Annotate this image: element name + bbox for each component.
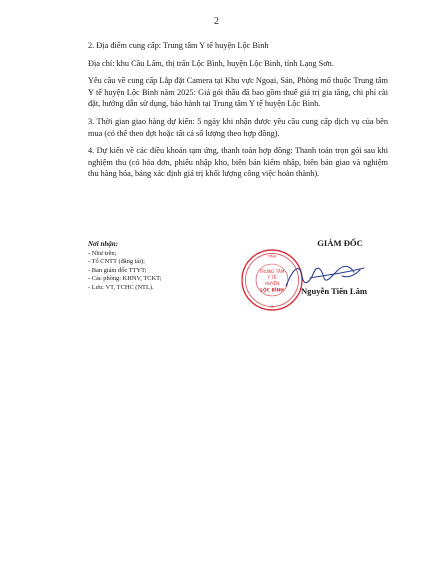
- paragraph-requirements: Yêu cầu về cung cấp Lắp đặt Camera tại Khu vực Ngoại, Sản, Phòng mổ thuộc Trung tâm Y tế huyện Lộc Bình năm 2025: Giá gói thầu đã bao gồm thuế giá trị gia tăng, chi phí cài đặt, hướng dẫn sử dụng, bảo hành tại Trung tâm Y tế huyện Lộc Bình.: [88, 76, 388, 109]
- page-number: 2: [214, 16, 219, 27]
- stamp-text-district: HUYỆN: [264, 281, 280, 286]
- recipients-block: [88, 240, 218, 293]
- recipient-item: - Ban giám đốc TTYT;: [88, 266, 147, 274]
- stamp-text-center: TRUNG TÂM: [259, 269, 285, 274]
- paragraph-delivery-location: 2. Địa điểm cung cấp: Trung tâm Y tế huyện Lộc Bình: [88, 41, 269, 50]
- recipient-item: - Lưu: VT, TCHC (NTL).: [88, 283, 154, 291]
- stamp-text-place: LỘC BÌNH: [260, 288, 284, 294]
- stamp-text-province: TỈNH: [267, 254, 277, 259]
- recipients-list: [88, 250, 218, 293]
- paragraph-address: Địa chỉ: khu Cầu Lấm, thị trấn Lộc Bình, huyện Lộc Bình, tỉnh Lạng Sơn.: [88, 58, 334, 68]
- recipients-title: Nơi nhận:: [88, 240, 119, 248]
- paragraph-delivery-time: 3. Thời gian giao hàng dự kiến: 5 ngày khi nhận được yêu cầu cung cấp dịch vụ của bên mua (có thể theo đợt hoặc tất cả số lượng theo hợp đồng).: [88, 116, 388, 138]
- recipient-item: - Các phòng: KHNV, TCKT;: [88, 275, 162, 283]
- signer-name: Nguyễn Tiến Lâm: [300, 286, 368, 296]
- signer-title: GIÁM ĐỐC: [317, 238, 363, 248]
- recipient-item: - Tổ CNTT (đăng tải);: [88, 258, 145, 266]
- svg-text:★: ★: [270, 304, 274, 309]
- stamp-text-health: Y TẾ: [267, 275, 277, 280]
- paragraph-payment-terms: 4. Dự kiến về các điều khoản tạm ứng, thanh toán hợp đồng: Thanh toán trọn gói sau khi nghiệm thu (có hóa đơn, phiếu nhập kho, biên bản kiểm nhập, biên bản giao và nghiệm thu hàng hóa, bảng xác định giá trị khối lượng công việc hoàn thành).: [88, 146, 388, 179]
- signature-block: [240, 238, 380, 309]
- recipient-item: - Như trên;: [88, 249, 117, 257]
- document-body: [88, 40, 388, 186]
